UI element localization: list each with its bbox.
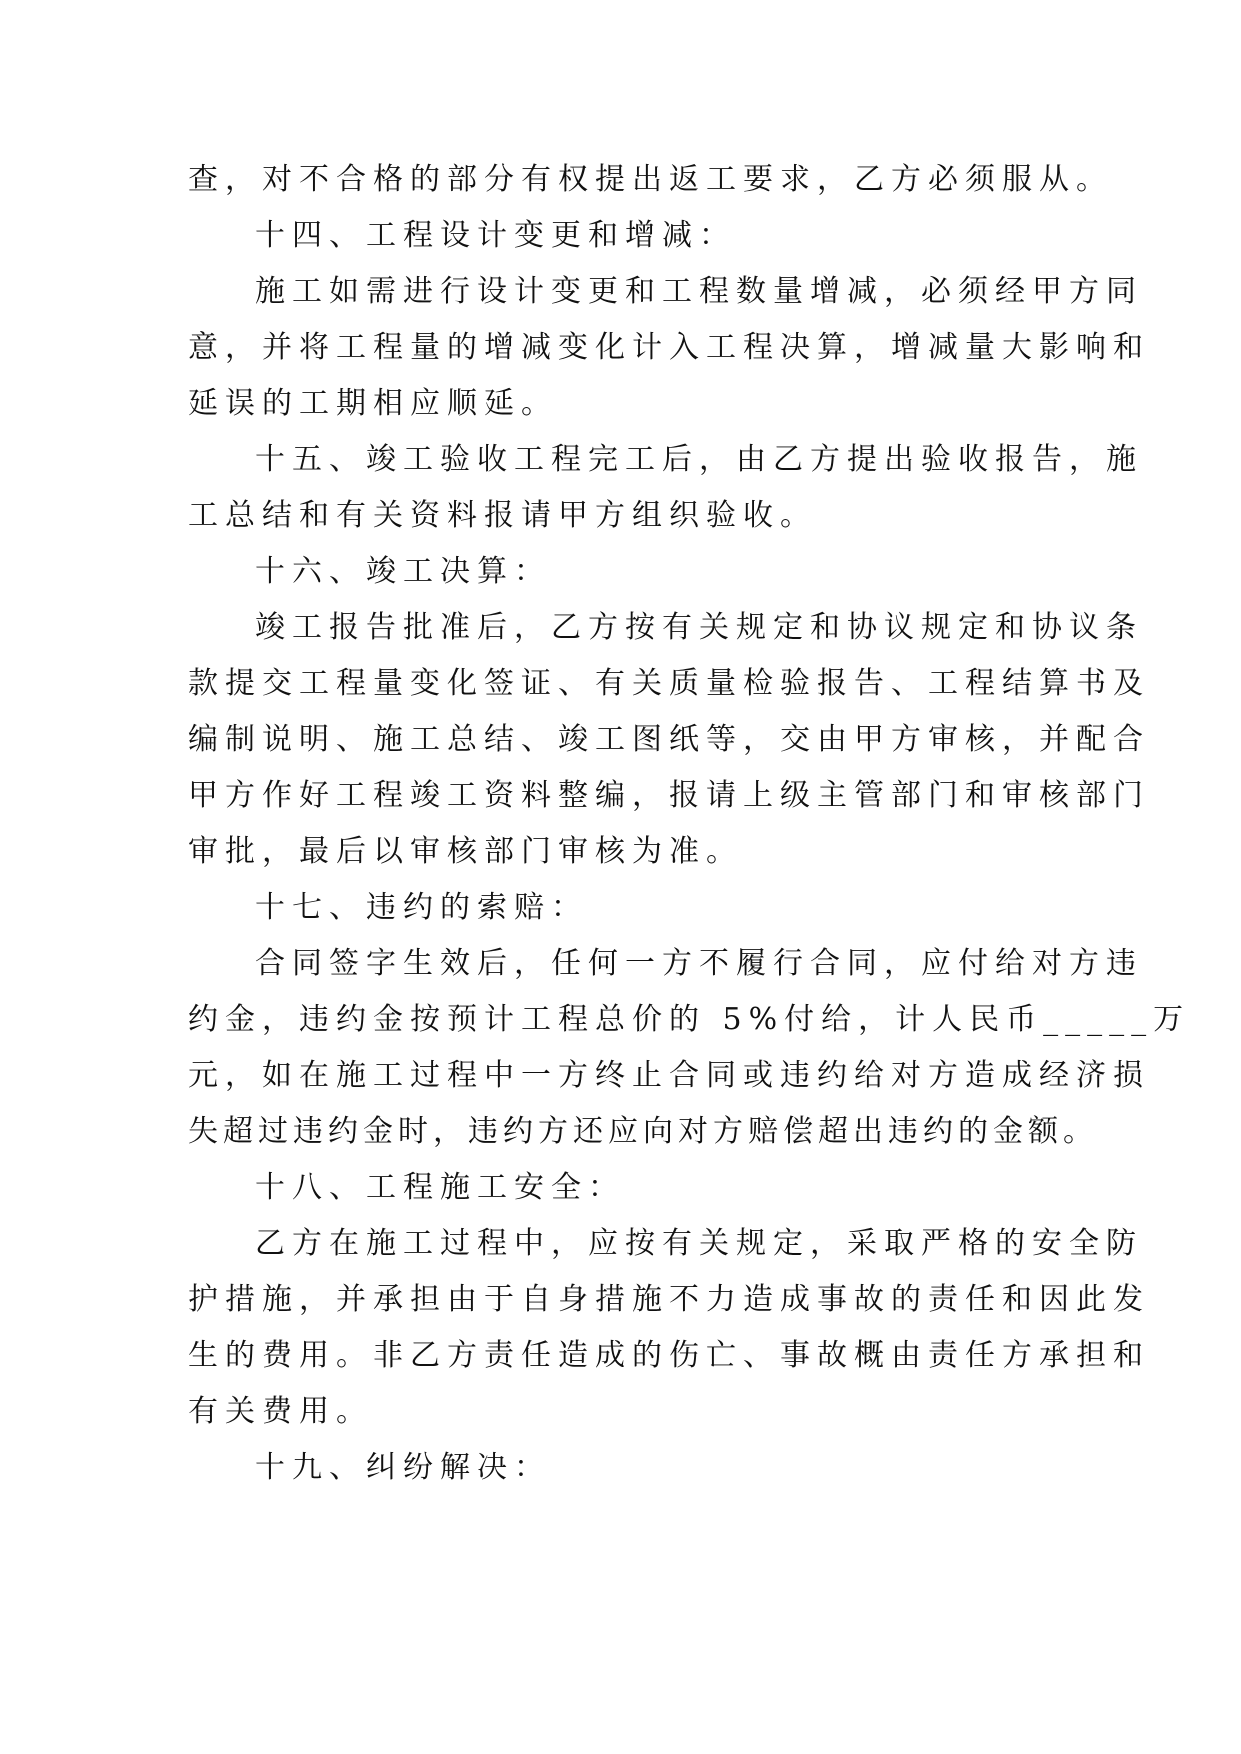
section-heading-16: 十六、竣工决算： bbox=[255, 554, 551, 589]
section-heading-18: 十八、工程施工安全： bbox=[255, 1170, 625, 1205]
text-line: 竣工报告批准后，乙方按有关规定和协议规定和协议条 bbox=[255, 610, 1143, 645]
text-line: 工总结和有关资料报请甲方组织验收。 bbox=[188, 498, 817, 533]
text-line: 延误的工期相应顺延。 bbox=[188, 386, 558, 421]
text-line: 有关费用。 bbox=[188, 1394, 373, 1429]
text-line: 款提交工程量变化签证、有关质量检验报告、工程结算书及 bbox=[188, 666, 1150, 701]
text-line: 乙方在施工过程中，应按有关规定，采取严格的安全防 bbox=[255, 1226, 1143, 1261]
section-heading-14: 十四、工程设计变更和增减： bbox=[255, 218, 736, 253]
text-line: 合同签字生效后，任何一方不履行合同，应付给对方违 bbox=[255, 946, 1143, 981]
text-line: 约金，违约金按预计工程总价的 5%付给，计人民币_____万 bbox=[188, 1002, 1191, 1037]
section-heading-15: 十五、竣工验收工程完工后，由乙方提出验收报告，施 bbox=[255, 442, 1143, 477]
text-line: 甲方作好工程竣工资料整编，报请上级主管部门和审核部门 bbox=[188, 778, 1150, 813]
text-line: 查，对不合格的部分有权提出返工要求，乙方必须服从。 bbox=[188, 162, 1113, 197]
text-line: 失超过违约金时，违约方还应向对方赔偿超出违约的金额。 bbox=[188, 1114, 1098, 1149]
text-line: 元，如在施工过程中一方终止合同或违约给对方造成经济损 bbox=[188, 1058, 1150, 1093]
text-line: 审批，最后以审核部门审核为准。 bbox=[188, 834, 743, 869]
text-line: 生的费用。非乙方责任造成的伤亡、事故概由责任方承担和 bbox=[188, 1338, 1150, 1373]
section-heading-17: 十七、违约的索赔： bbox=[255, 890, 588, 925]
text-line: 意，并将工程量的增减变化计入工程决算，增减量大影响和 bbox=[188, 330, 1150, 365]
text-line: 施工如需进行设计变更和工程数量增减，必须经甲方同 bbox=[255, 274, 1143, 309]
section-heading-19: 十九、纠纷解决： bbox=[255, 1450, 551, 1485]
text-line: 护措施，并承担由于自身措施不力造成事故的责任和因此发 bbox=[188, 1282, 1150, 1317]
text-line: 编制说明、施工总结、竣工图纸等，交由甲方审核，并配合 bbox=[188, 722, 1150, 757]
